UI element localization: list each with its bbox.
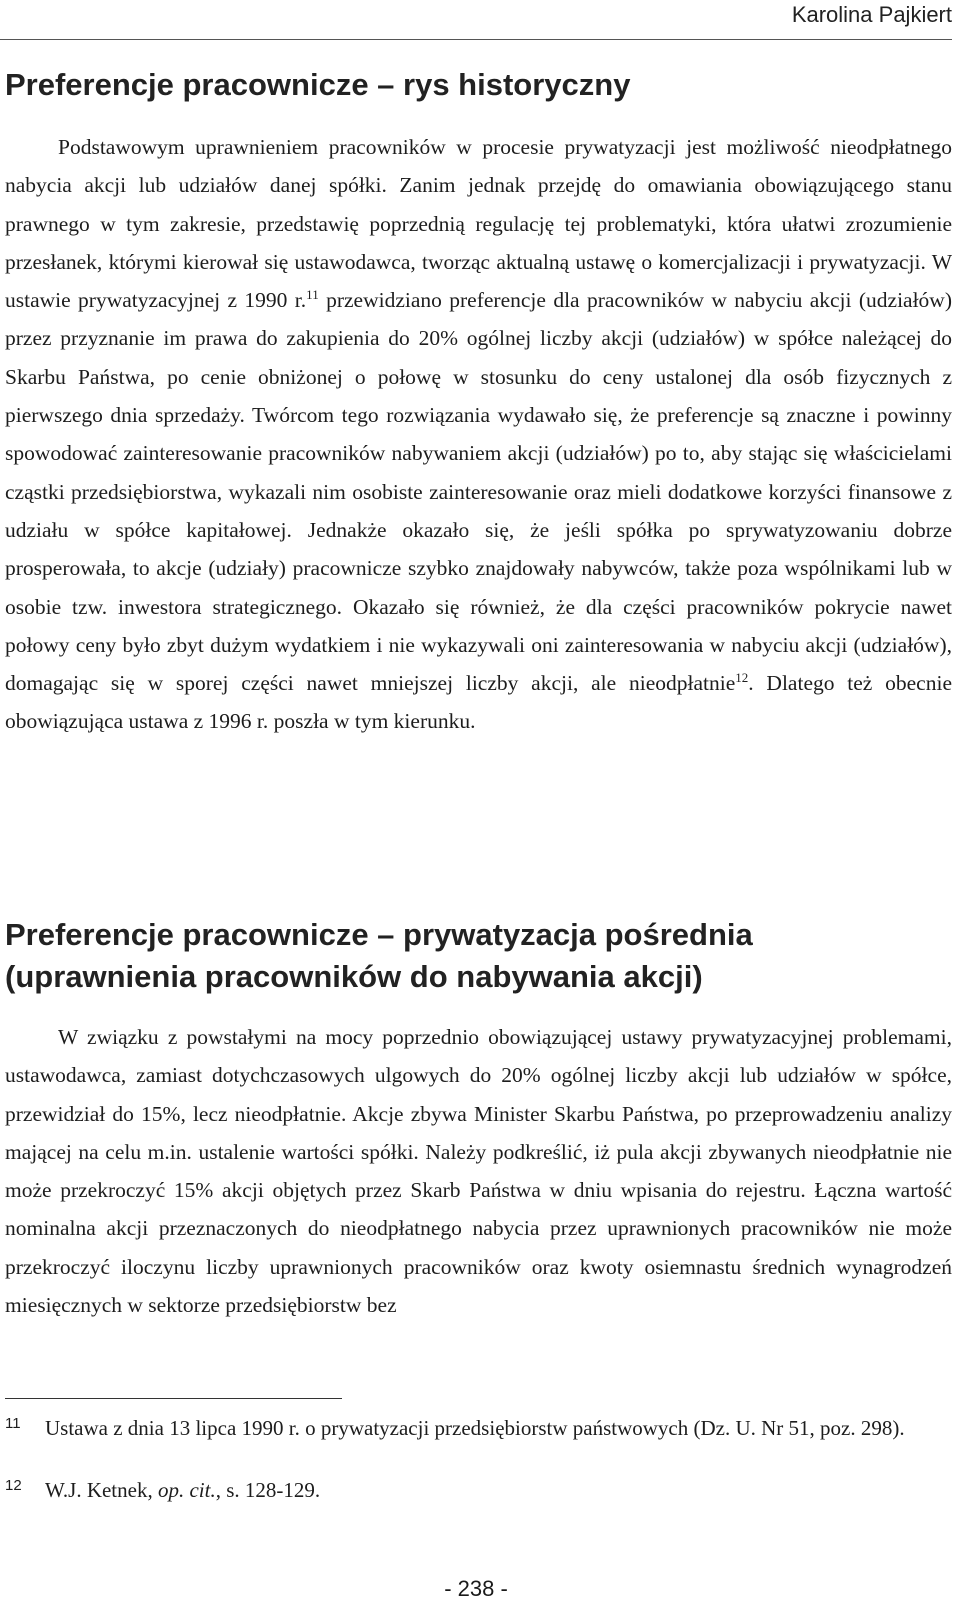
footnote-ref-11[interactable]: 11 — [306, 287, 319, 303]
paragraph-text: Podstawowym uprawnieniem pracowników w procesie prywatyzacji jest możliwość nieodpłatnego nabycia akcji lub udziałów danej spółki. Zanim jednak przejdę do omawiania obowiązującego stanu prawnego w tym zakresie, przedstawię poprzednią regulację tej problematyki, która ułatwi zrozumienie przesłanek, którymi kierował się ustawodawca, tworząc aktualną ustawę o komercjalizacji i prywatyzacji. W ustawie prywatyzacyjnej z 1990 r. — [5, 135, 952, 313]
footnote-divider — [5, 1398, 342, 1399]
footnote-text — [45, 1478, 957, 1502]
section-heading-2: Preferencje pracownicze – prywatyzacja pośrednia (uprawnienia pracowników do nabywania akcji) — [5, 917, 753, 994]
page-number: - 238 - — [444, 1576, 508, 1601]
footnote-ref-12[interactable]: 12 — [735, 670, 749, 685]
section-heading-1: Preferencje pracownicze – rys historyczny — [5, 67, 631, 102]
paragraph-text: przewidziano preferencje dla pracowników w nabyciu akcji (udziałów) przez przyznanie im prawa do zakupienia do 20% ogólnej liczby akcji (udziałów) w spółce należącej do Skarbu Państwa, po cenie obniżonej o połowę w stosunku do ceny ustalonej dla osób fizycznych z pierwszego dnia sprzedaży. Twórcom tego rozwiązania wydawało się, że preferencje są znaczne i powinny spowodować zainteresowanie pracowników nabywaniem akcji (udziałów) po to, aby stając się właścicielami cząstki przedsiębiorstwa, wykazali nim osobiste zainteresowanie oraz mieli dodatkowe korzyści finansowe z udziału w spółce kapitałowej. Jednakże okazało się, że jeśli spółka po sprywatyzowaniu dobrze prosperowała, to akcje (udziały) pracownicze szybko znajdowały nabywców, także poza wspólnikami lub w osobie tzw. inwestora strategicznego. Okazało się również, że dla części pracowników pokrycie nawet połowy ceny było zbyt dużym wydatkiem i nie wykazywali oni zainteresowania w nabyciu akcji (udziałów), domagając się w sporej części nawet mniejszej liczby akcji, ale nieodpłatnie — [5, 288, 952, 696]
body-paragraph-2: W związku z powstałymi na mocy poprzednio obowiązującej ustawy prywatyzacyjnej problemami, ustawodawca, zamiast dotychczasowych ulgowych do 20% ogólnej liczby akcji lub udziałów w spółce, przewidział do 15%, lecz nieodpłatnie. Akcje zbywa Minister Skarbu Państwa, po przeprowadzeniu analizy mającej na celu m.in. ustalenie wartości spółki. Należy podkreślić, iż pula akcji zbywanych nieodpłatnie nie może przekroczyć 15% akcji objętych przez Skarb Państwa w dniu wpisania do rejestru. Łączna wartość nominalna akcji przeznaczonych do nieodpłatnego nabycia przez uprawnionych pracowników nie może przekroczyć iloczynu liczby uprawnionych pracowników oraz kwoty osiemnastu średnich wynagrodzeń miesięcznych w sektorze przedsiębiorstw bez — [5, 1025, 952, 1318]
footnote-text: Ustawa z dnia 13 lipca 1990 r. o prywatyzacji przedsiębiorstw państwowych (Dz. U. Nr 51, poz. 298). — [45, 1416, 905, 1440]
paragraph-text: . Dlatego też obecnie obowiązująca ustawa z 1996 r. poszła w tym kierunku. — [5, 671, 952, 734]
footnote-pages: , s. 128-129. — [215, 1478, 321, 1502]
footnote-author: W.J. Ketnek, — [45, 1478, 158, 1502]
body-paragraph-1 — [5, 128, 952, 741]
footnote-number: 12 — [5, 1477, 22, 1494]
header-author: Karolina Pajkiert — [791, 2, 952, 27]
running-header — [0, 0, 952, 40]
footnote-number: 11 — [5, 1415, 21, 1432]
footnote-italic: op. cit. — [157, 1478, 216, 1502]
